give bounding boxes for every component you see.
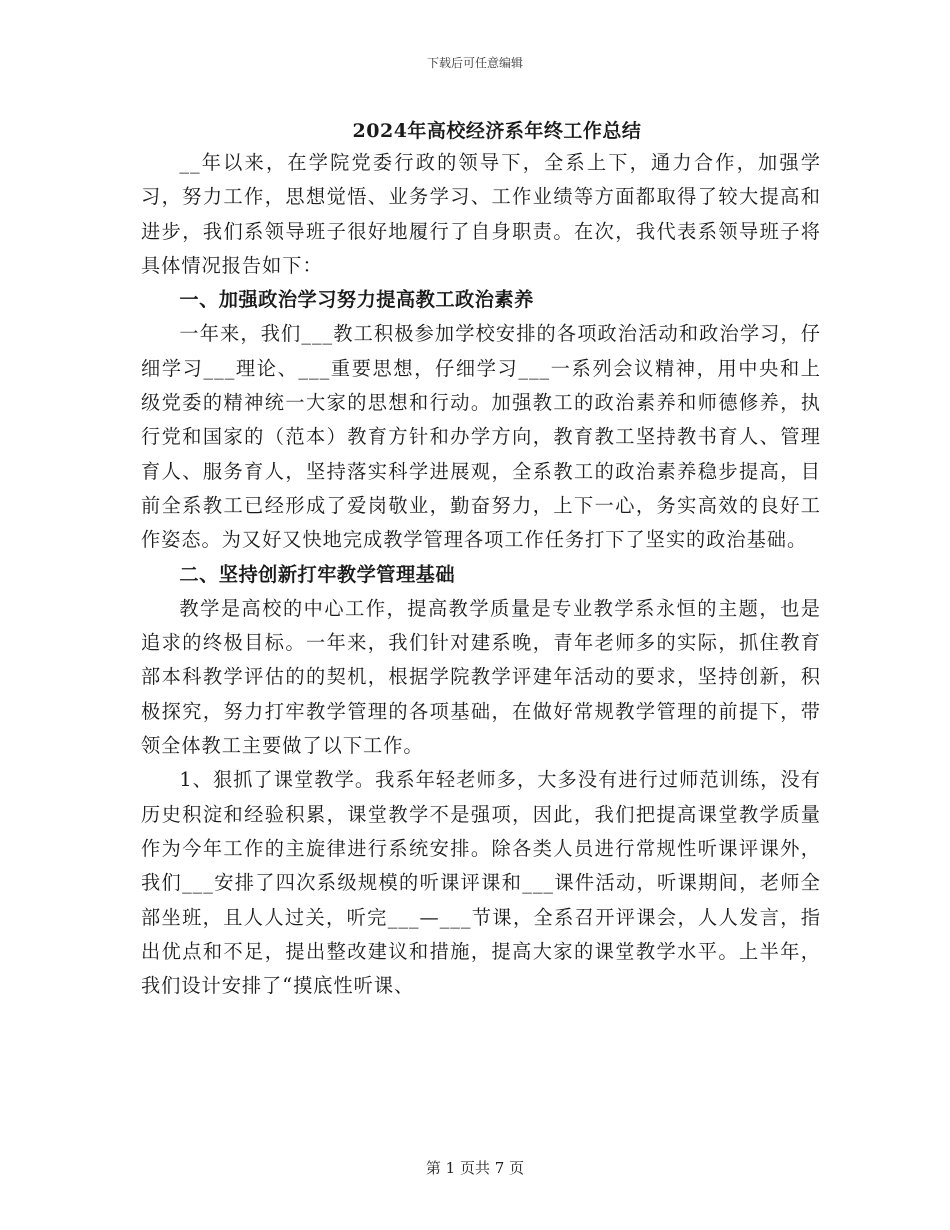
section-2-item-1: 1、狠抓了课堂教学。我系年轻老师多，大多没有进行过师范训练，没有历史积淀和经验积累，课堂教学不是强项，因此，我们把提高课堂教学质量作为今年工作的主旋律进行系统安排。除各类人员进行常规性听课评课外，我们___安排了四次系级规模的听课评课和___课件活动，听课期间，老师全部坐班，且人人过关，听完___—___节课，全系召开评课会，人人发言，指出优点和不足，提出整改建议和措施，提高大家的课堂教学水平。上半年，我们设计安排了“摸底性听课、 (141, 768, 821, 998)
section-1-paragraph: 一年来，我们___教工积极参加学校安排的各项政治活动和政治学习，仔细学习___理论、___重要思想，仔细学习___一系列会议精神，用中央和上级党委的精神统一大家的思想和行动。加强教工的政治素养和师德修养，执行党和国家的（范本）教育方针和办学方向，教育教工坚持教书育人、管理育人、服务育人，坚持落实科学进展观，全系教工的政治素养稳步提高，目前全系教工已经形成了爱岗敬业，勤奋努力，上下一心，务实高效的良好工作姿态。为又好又快地完成教学管理各项工作任务打下了坚实的政治基础。 (141, 322, 821, 552)
section-1-heading: 一、加强政治学习努力提高教工政治素养 (179, 288, 534, 312)
section-2-paragraph: 教学是高校的中心工作，提高教学质量是专业教学系永恒的主题，也是追求的终极目标。一年来，我们针对建系晚，青年老师多的实际，抓住教育部本科教学评估的的契机，根据学院教学评建年活动的要求，坚持创新，积极探究，努力打牢教学管理的各项基础，在做好常规教学管理的前提下，带领全体教工主要做了以下工作。 (141, 596, 821, 758)
document-title: 2024年高校经济系年终工作总结 (352, 120, 642, 142)
intro-paragraph: __年以来，在学院党委行政的领导下，全系上下，通力合作，加强学习，努力工作，思想觉悟、业务学习、工作业绩等方面都取得了较大提高和进步，我们系领导班子很好地履行了自身职责。在次，我代表系领导班子将具体情况报告如下： (141, 151, 821, 277)
header-note: 下载后可任意编辑 (426, 56, 523, 70)
section-2-heading: 二、坚持创新打牢教学管理基础 (179, 562, 456, 586)
page-number: 第 1 页共 7 页 (425, 1159, 525, 1177)
document-body (141, 146, 821, 1003)
